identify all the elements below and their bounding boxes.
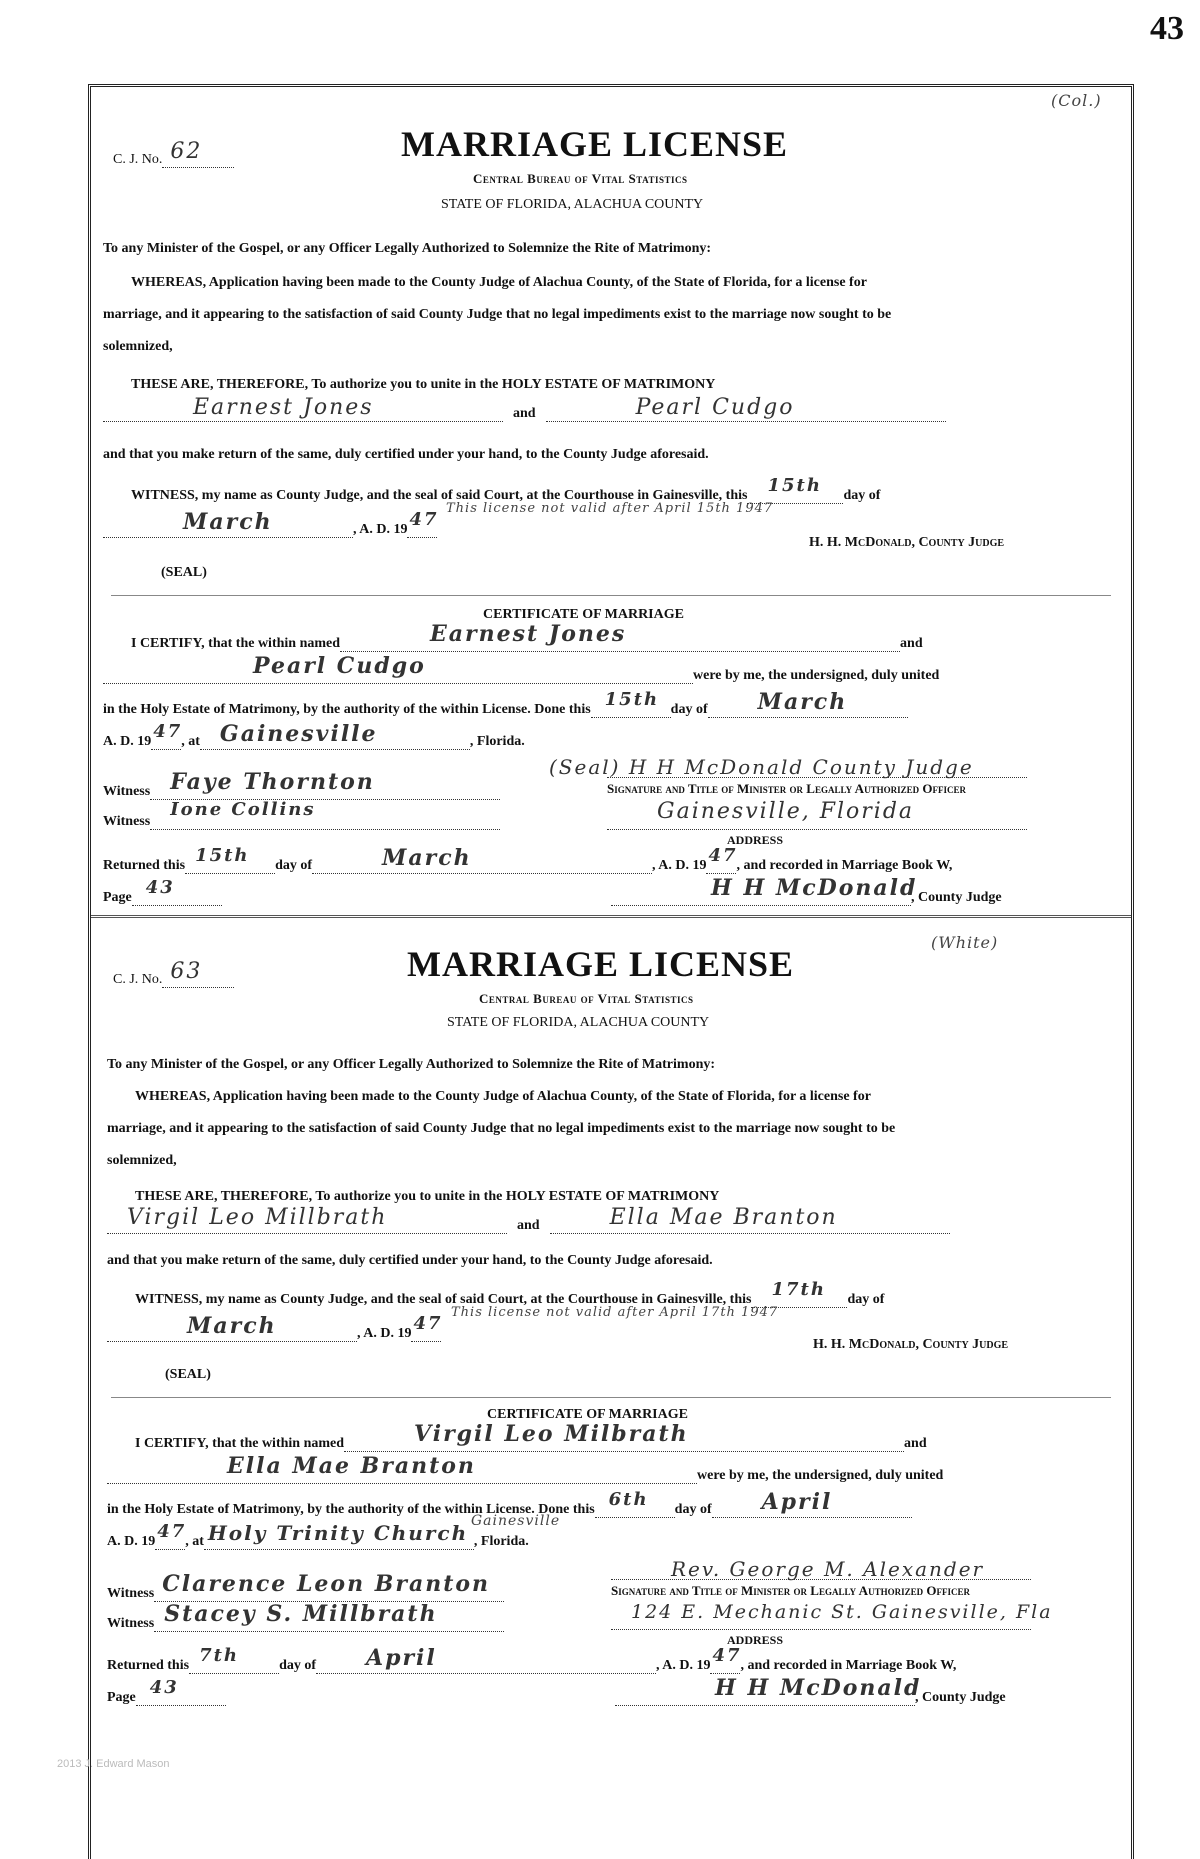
- witness-2-row: [103, 799, 500, 830]
- these-are-line: THESE ARE, THEREFORE, To authorize you to unite in the HOLY ESTATE OF MATRIMONY: [131, 377, 716, 392]
- witness-day: 15th: [767, 475, 822, 496]
- whereas-line-3: solemnized,: [103, 339, 173, 354]
- witness-2-name: Ione Collins: [170, 799, 316, 820]
- cj-label: C. J. No.: [113, 972, 163, 987]
- place-row: [107, 1521, 529, 1550]
- groom-name: Earnest Jones: [193, 395, 374, 420]
- certify-label: I CERTIFY, that the within named: [131, 636, 341, 651]
- document-frame: [88, 84, 1134, 1859]
- united-label: were by me, the undersigned, duly united: [693, 668, 940, 683]
- address-line-rule: [611, 1629, 1031, 1630]
- done-month: March: [757, 689, 848, 715]
- book-page: 43: [149, 1677, 179, 1698]
- done-year: 47: [153, 721, 183, 742]
- return-line: and that you make return of the same, duly certified under your hand, to the County Judge aforesaid.: [107, 1253, 713, 1268]
- license-month: March: [183, 509, 273, 535]
- county-judge-label: , County Judge: [915, 1690, 1006, 1705]
- certify-label: I CERTIFY, that the within named: [135, 1436, 345, 1451]
- whereas-line-1: WHEREAS, Application having been made to the County Judge of Alachua County, of the State of Florida, for a license for: [131, 275, 867, 290]
- witness-1-name: Faye Thornton: [170, 769, 375, 795]
- recorder-signature: H H McDonald: [711, 875, 918, 901]
- validity-note: This license not valid after April 15th 1947: [446, 501, 774, 516]
- return-line: and that you make return of the same, duly certified under your hand, to the County Judge aforesaid.: [103, 447, 709, 462]
- witness-2-row: [107, 1601, 504, 1632]
- officer-address: 124 E. Mechanic St. Gainesville, Fla: [631, 1601, 1053, 1623]
- groom-name: Virgil Leo Millbrath: [127, 1205, 388, 1230]
- page-label: Page: [107, 1690, 136, 1705]
- divider: [111, 595, 1111, 596]
- license-separator: [91, 915, 1131, 918]
- parties-row: [107, 1205, 950, 1234]
- address-line-rule: [607, 829, 1027, 830]
- license-title: MARRIAGE LICENSE: [401, 124, 789, 164]
- returned-day: 7th: [199, 1645, 239, 1666]
- whereas-line-1: WHEREAS, Application having been made to the County Judge of Alachua County, of the State of Florida, for a license for: [135, 1089, 871, 1104]
- witness-1-label: Witness: [103, 784, 151, 799]
- cert-groom-name: Virgil Leo Milbrath: [414, 1421, 689, 1447]
- book-page: 43: [145, 877, 175, 898]
- address-line: To any Minister of the Gospel, or any Officer Legally Authorized to Solemnize the Rite of Matrimony:: [107, 1057, 716, 1072]
- witness-1-name: Clarence Leon Branton: [162, 1571, 491, 1597]
- holy-estate-text: in the Holy Estate of Matrimony, by the authority of the within License. Done this: [107, 1502, 595, 1517]
- returned-label: Returned this: [107, 1658, 190, 1673]
- license-month: March: [187, 1313, 277, 1339]
- united-label: were by me, the undersigned, duly united: [697, 1468, 944, 1483]
- cert-bride-name: Ella Mae Branton: [227, 1453, 476, 1479]
- cert-and-label: and: [904, 1436, 927, 1451]
- cert-and-label: and: [900, 636, 923, 651]
- returned-ad-label: , A. D. 19: [656, 1658, 711, 1673]
- returned-row: [107, 1645, 957, 1674]
- at-label: , at: [181, 734, 200, 749]
- returned-day-of: day of: [275, 858, 313, 873]
- day-of-label: day of: [847, 1292, 885, 1307]
- recorder-row: [611, 875, 1002, 906]
- holy-estate-text: in the Holy Estate of Matrimony, by the authority of the within License. Done this: [103, 702, 591, 717]
- returned-month: March: [382, 845, 472, 871]
- divider: [111, 1397, 1111, 1398]
- witness-statement-text: WITNESS, my name as County Judge, and the seal of said Court, at the Courthouse in Gainesville, this: [135, 1292, 752, 1307]
- bureau-name: Central Bureau of Vital Statistics: [473, 171, 688, 186]
- watermark: 2013 J. Edward Mason: [57, 1758, 170, 1770]
- seal-label: (SEAL): [161, 565, 207, 580]
- cj-number: 63: [170, 959, 203, 984]
- returned-day-of: day of: [279, 1658, 317, 1673]
- officer-caption: Signature and Title of Minister or Legally Authorized Officer: [607, 781, 966, 796]
- whereas-line-2: marriage, and it appearing to the satisfaction of said County Judge that no legal impediments exist to the marriage now sought to be: [107, 1121, 896, 1136]
- bride-name: Ella Mae Branton: [609, 1205, 838, 1230]
- parties-row: [103, 395, 946, 422]
- seal-label: (SEAL): [165, 1367, 211, 1382]
- page-number: 43: [1150, 10, 1184, 47]
- and-label: and: [513, 406, 536, 421]
- witness-1-row: [107, 1571, 504, 1602]
- returned-day: 15th: [195, 845, 250, 866]
- certify-row: [135, 1421, 927, 1452]
- witness-2-label: Witness: [103, 814, 151, 829]
- florida-label: , Florida.: [473, 1534, 529, 1549]
- done-day: 15th: [604, 689, 660, 710]
- bride-united-row: [107, 1453, 944, 1484]
- race-note: (Col.): [1051, 91, 1102, 110]
- bureau-name: Central Bureau of Vital Statistics: [479, 991, 694, 1006]
- ad-label: , A. D. 19: [357, 1326, 412, 1341]
- cj-number: 62: [170, 139, 203, 164]
- done-day: 6th: [608, 1489, 649, 1510]
- cert-groom-name: Earnest Jones: [430, 621, 627, 647]
- officer-address: Gainesville, Florida: [657, 799, 915, 824]
- cert-bride-name: Pearl Cudgo: [253, 653, 426, 679]
- cj-number-row: [113, 959, 234, 988]
- address-caption: ADDRESS: [727, 1633, 784, 1647]
- officer-signature: (Seal) H H McDonald County Judge: [549, 755, 974, 779]
- done-row: [103, 689, 908, 718]
- witness-2-label: Witness: [107, 1616, 155, 1631]
- officer-signature-line: [607, 777, 1027, 778]
- and-label: and: [517, 1218, 540, 1233]
- returned-row: [103, 845, 953, 874]
- done-month: April: [761, 1489, 833, 1515]
- these-are-line: THESE ARE, THEREFORE, To authorize you to unite in the HOLY ESTATE OF MATRIMONY: [135, 1189, 720, 1204]
- ad-at-label: A. D. 19: [107, 1534, 156, 1549]
- license-title: MARRIAGE LICENSE: [407, 944, 795, 984]
- marriage-place: Holy Trinity Church: [207, 1521, 469, 1545]
- bride-name: Pearl Cudgo: [635, 395, 795, 420]
- date-row: [103, 509, 439, 538]
- validity-note: This license not valid after April 17th 1947: [451, 1305, 779, 1320]
- returned-year: 47: [712, 1645, 742, 1666]
- place-note: Gainesville: [471, 1513, 561, 1529]
- whereas-line-2: marriage, and it appearing to the satisfaction of said County Judge that no legal impediments exist to the marriage now sought to be: [103, 307, 892, 322]
- at-label: , at: [185, 1534, 204, 1549]
- florida-label: , Florida.: [469, 734, 525, 749]
- certify-row: [131, 621, 923, 652]
- witness-1-label: Witness: [107, 1586, 155, 1601]
- officer-signature: Rev. George M. Alexander: [671, 1557, 985, 1581]
- returned-month: April: [366, 1645, 437, 1671]
- bride-united-row: [103, 653, 940, 684]
- state-county: STATE OF FLORIDA, ALACHUA COUNTY: [441, 197, 704, 212]
- day-of-label: day of: [843, 488, 881, 503]
- returned-year: 47: [708, 845, 738, 866]
- recorded-label: , and recorded in Marriage Book W,: [740, 1658, 957, 1673]
- ad-at-label: A. D. 19: [103, 734, 152, 749]
- whereas-line-3: solemnized,: [107, 1153, 177, 1168]
- officer-signature-line: [611, 1579, 1031, 1580]
- done-year: 47: [157, 1521, 187, 1542]
- returned-ad-label: , A. D. 19: [652, 858, 707, 873]
- done-day-of: day of: [674, 1502, 712, 1517]
- witness-day: 17th: [771, 1279, 826, 1300]
- state-county: STATE OF FLORIDA, ALACHUA COUNTY: [447, 1015, 710, 1030]
- license-year: 47: [413, 1313, 443, 1334]
- county-judge-label: , County Judge: [911, 890, 1002, 905]
- page-label: Page: [103, 890, 132, 905]
- date-row: [107, 1313, 443, 1342]
- race-note: (White): [931, 933, 999, 952]
- license-year: 47: [409, 509, 439, 530]
- cj-number-row: [113, 139, 234, 168]
- recorded-label: , and recorded in Marriage Book W,: [736, 858, 953, 873]
- county-judge-name: H. H. McDonald, County Judge: [813, 1337, 1009, 1352]
- county-judge-name: H. H. McDonald, County Judge: [809, 535, 1005, 550]
- address-caption: ADDRESS: [727, 833, 784, 847]
- cj-label: C. J. No.: [113, 152, 163, 167]
- witness-statement-text: WITNESS, my name as County Judge, and the seal of said Court, at the Courthouse in Gainesville, this: [131, 488, 748, 503]
- recorder-row: [615, 1675, 1006, 1706]
- returned-label: Returned this: [103, 858, 186, 873]
- certificate-title: CERTIFICATE OF MARRIAGE: [487, 1407, 688, 1422]
- page-row: [103, 877, 222, 906]
- marriage-place: Gainesville: [219, 721, 378, 747]
- witness-1-row: [103, 769, 500, 800]
- page-row: [107, 1677, 226, 1706]
- certificate-title: CERTIFICATE OF MARRIAGE: [483, 607, 684, 622]
- address-line: To any Minister of the Gospel, or any Officer Legally Authorized to Solemnize the Rite of Matrimony:: [103, 241, 712, 256]
- officer-caption: Signature and Title of Minister or Legally Authorized Officer: [611, 1583, 970, 1598]
- recorder-signature: H H McDonald: [715, 1675, 922, 1701]
- ad-label: , A. D. 19: [353, 522, 408, 537]
- place-row: [103, 721, 525, 750]
- witness-2-name: Stacey S. Millbrath: [164, 1601, 438, 1627]
- done-day-of: day of: [670, 702, 708, 717]
